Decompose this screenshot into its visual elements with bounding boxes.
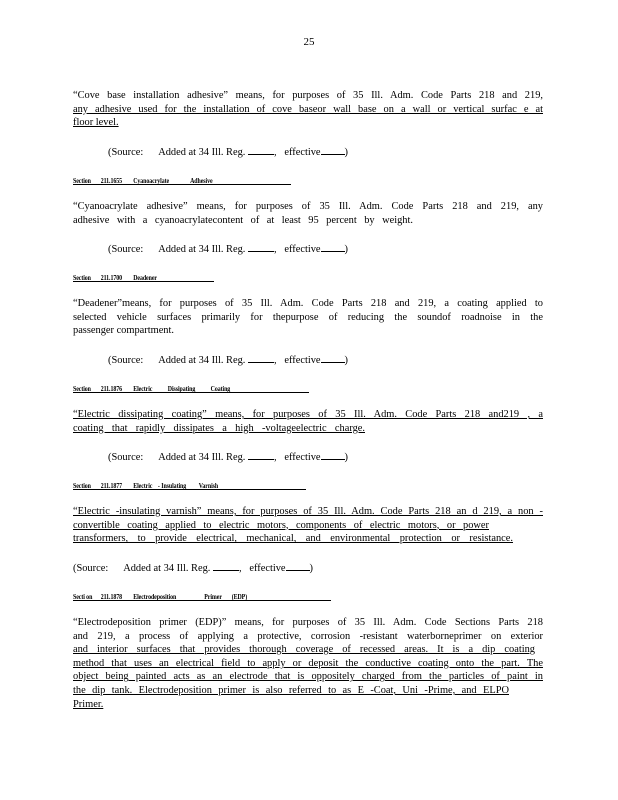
definition-line: selected vehicle surfaces primarily for thepurpose of reducing the soundof roadnoise in the (73, 311, 543, 323)
heading-underline (73, 392, 309, 393)
blank-line (248, 352, 274, 363)
section-heading-211-1655: Section 211.1655 Cyanoacrylate Adhesive (73, 176, 213, 185)
definition-line: “Deadener”means, for purposes of 35 Ill. Adm. Code Parts 218 and 219, a coating applied to (73, 298, 543, 309)
definition-electrodeposition-primer (73, 616, 543, 711)
definition-line: “Electric -insulating varnish” means, for purposes of 35 Ill. Adm. Code Parts 218 an d 219, a non - (73, 506, 543, 517)
section-heading-211-1700: Section 211.1700 Deadener (73, 273, 157, 282)
source-note: (Source: Added at 34 Ill. Reg. , effective ) (108, 241, 508, 257)
definition-line: coating that rapidly dissipates a high -voltageelectric charge. (73, 422, 365, 434)
definition-line: “Cove base installation adhesive” means, for purposes of 35 Ill. Adm. Code Parts 218 and 219, (73, 90, 543, 101)
definition-line: object being painted acts as an electrode that is oppositely charged from the particles of paint in (73, 671, 543, 683)
blank-line (248, 241, 274, 252)
definition-line: convertible coating applied to electric motors, components of electric motors, or power (73, 519, 489, 531)
definition-line: “Electric dissipating coating” means, for purposes of 35 Ill. Adm. Code Parts 218 and219 , a (73, 409, 543, 420)
blank-line (248, 144, 274, 155)
definition-line: passenger compartment. (73, 325, 174, 337)
page-number: 25 (303, 36, 315, 48)
definition-cyanoacrylate (73, 200, 543, 227)
definition-line: and 219, a process of applying a protective, corrosion -resistant waterborneprimer on exterior (73, 630, 543, 642)
blank-line (248, 449, 274, 460)
definition-line: method that uses an electrical field to apply or deposit the conductive coating onto the part. The (73, 657, 543, 669)
definition-deadener (73, 297, 543, 338)
definition-line: “Cyanoacrylate adhesive” means, for purposes of 35 Ill. Adm. Code Parts 218 and 219, any (73, 201, 543, 212)
source-note: (Source: Added at 34 Ill. Reg. , effective ) (108, 449, 508, 465)
heading-underline (73, 600, 331, 601)
definition-line: any adhesive used for the installation of cove baseor wall base on a wall or vertical surfac e at (73, 103, 543, 115)
heading-underline (73, 489, 306, 490)
definition-electric-dissipating-coating (73, 408, 543, 435)
source-note: (Source: Added at 34 Ill. Reg. , effective ) (73, 560, 473, 576)
blank-line (286, 560, 310, 571)
definition-cove-base (73, 89, 543, 130)
blank-line (321, 241, 345, 252)
definition-line: adhesive with a cyanoacrylatecontent of at least 95 percent by weight. (73, 214, 413, 226)
blank-line (321, 449, 345, 460)
definition-line: floor level. (73, 117, 119, 129)
section-heading-211-1878: Secti on 211.1878 Electrodeposition Primer (EDP) (73, 592, 248, 601)
section-heading-211-1876: Section 211.1876 Electric Dissipating Coating (73, 384, 231, 393)
source-note: (Source: Added at 34 Ill. Reg. , effective ) (108, 352, 508, 368)
definition-line: Primer. (73, 698, 104, 710)
blank-line (321, 144, 345, 155)
source-note: (Source: Added at 34 Ill. Reg. , effective ) (108, 144, 508, 160)
heading-underline (73, 184, 291, 185)
definition-line: “Electrodeposition primer (EDP)” means, for purposes of 35 Ill. Adm. Code Sections Parts 218 (73, 617, 543, 628)
definition-line: transformers, to provide electrical, mechanical, and environmental protection or resistance. (73, 533, 513, 545)
blank-line (213, 560, 239, 571)
definition-line: and interior surfaces that provides thorough coverage of recessed areas. It is a dip coating (73, 644, 535, 656)
heading-underline (73, 281, 214, 282)
section-heading-211-1877: Section 211.1877 Electric - Insulating Varnish (73, 481, 219, 490)
definition-electric-insulating-varnish (73, 505, 543, 546)
blank-line (321, 352, 345, 363)
definition-line: the dip tank. Electrodeposition primer is also referred to as E -Coat, Uni -Prime, and ELPO (73, 684, 509, 696)
